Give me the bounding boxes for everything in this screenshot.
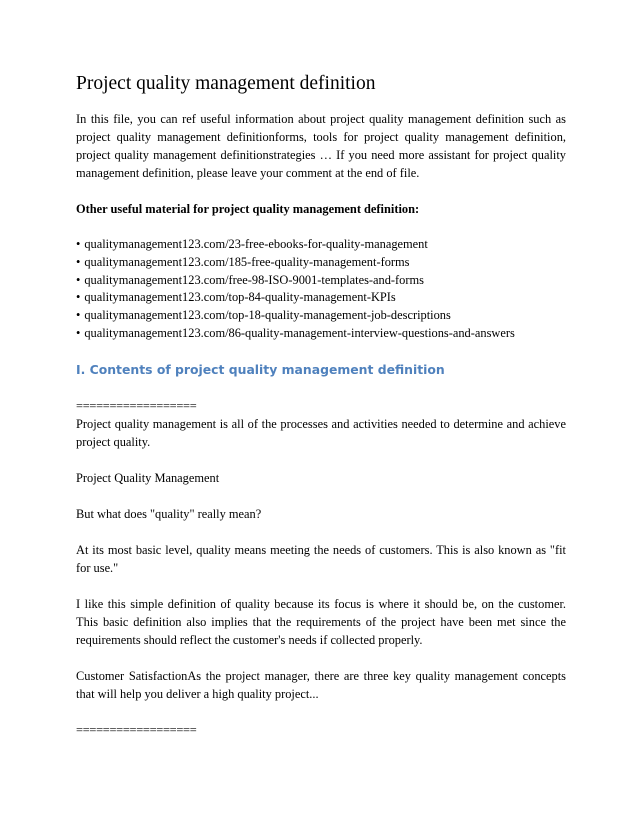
spacer (76, 379, 566, 397)
resource-link-text[interactable]: qualitymanagement123.com/185-free-quality-management-forms (84, 254, 410, 269)
bullet-icon: • (76, 308, 81, 323)
bullet-icon: • (76, 290, 81, 305)
resource-link-text[interactable]: qualitymanagement123.com/top-84-quality-management-KPIs (84, 290, 396, 305)
content-paragraph: Project Quality Management (76, 470, 220, 485)
resource-link-text[interactable]: qualitymanagement123.com/top-18-quality-management-job-descriptions (84, 308, 451, 323)
other-material-heading: Other useful material for project quality management definition: (76, 202, 420, 216)
spacer (76, 703, 566, 721)
resource-link-text[interactable]: qualitymanagement123.com/free-98-ISO-9001-templates-and-forms (84, 272, 424, 287)
resource-link-item[interactable] (76, 254, 566, 272)
resource-link-item[interactable] (76, 325, 566, 343)
spacer (76, 487, 566, 505)
section-heading: I. Contents of project quality management definition (76, 361, 445, 377)
bullet-icon: • (76, 272, 81, 287)
spacer (76, 182, 566, 200)
bullet-icon: • (76, 237, 81, 251)
resource-link-item[interactable] (76, 289, 566, 307)
resource-link-item[interactable] (76, 272, 566, 290)
divider-line: ================== (76, 398, 197, 413)
resource-link-text[interactable]: qualitymanagement123.com/86-quality-management-interview-questions-and-answers (84, 325, 515, 340)
spacer (76, 649, 566, 667)
content-paragraph: But what does "quality" really mean? (76, 506, 262, 521)
spacer (76, 577, 566, 595)
spacer (76, 523, 566, 541)
content-paragraph: I like this simple definition of quality because its focus is where it should be, on the customer. This basic definition also implies that the requirements of the project have been met since the requirements should reflect the customer's needs if collected properly. (76, 596, 566, 647)
divider-line-end: ================== (76, 722, 197, 737)
bullet-icon: • (76, 325, 81, 340)
resource-link-item[interactable] (76, 307, 566, 325)
bullet-icon: • (76, 254, 81, 269)
document-title: Project quality management definition (76, 73, 376, 94)
intro-paragraph: In this file, you can ref useful information about project quality management definition such as project quality management definitionforms, tools for project quality management definition, project quality management definitionstrategies … If you need more assistant for project quality management definition, please leave your comment at the end of file. (76, 112, 566, 180)
spacer (76, 343, 566, 361)
content-paragraph: Project quality management is all of the processes and activities needed to determine and achieve project quality. (76, 416, 566, 449)
document-page (76, 72, 566, 739)
resource-link-item[interactable] (76, 236, 566, 254)
spacer (76, 451, 566, 469)
spacer (76, 218, 566, 236)
resource-links-list (76, 236, 566, 343)
resource-link-text[interactable]: qualitymanagement123.com/23-free-ebooks-for-quality-management (84, 237, 428, 251)
content-paragraph: At its most basic level, quality means meeting the needs of customers. This is also known as "fit for use." (76, 542, 566, 575)
content-paragraph: Customer SatisfactionAs the project manager, there are three key quality management concepts that will help you deliver a high quality project... (76, 668, 566, 701)
